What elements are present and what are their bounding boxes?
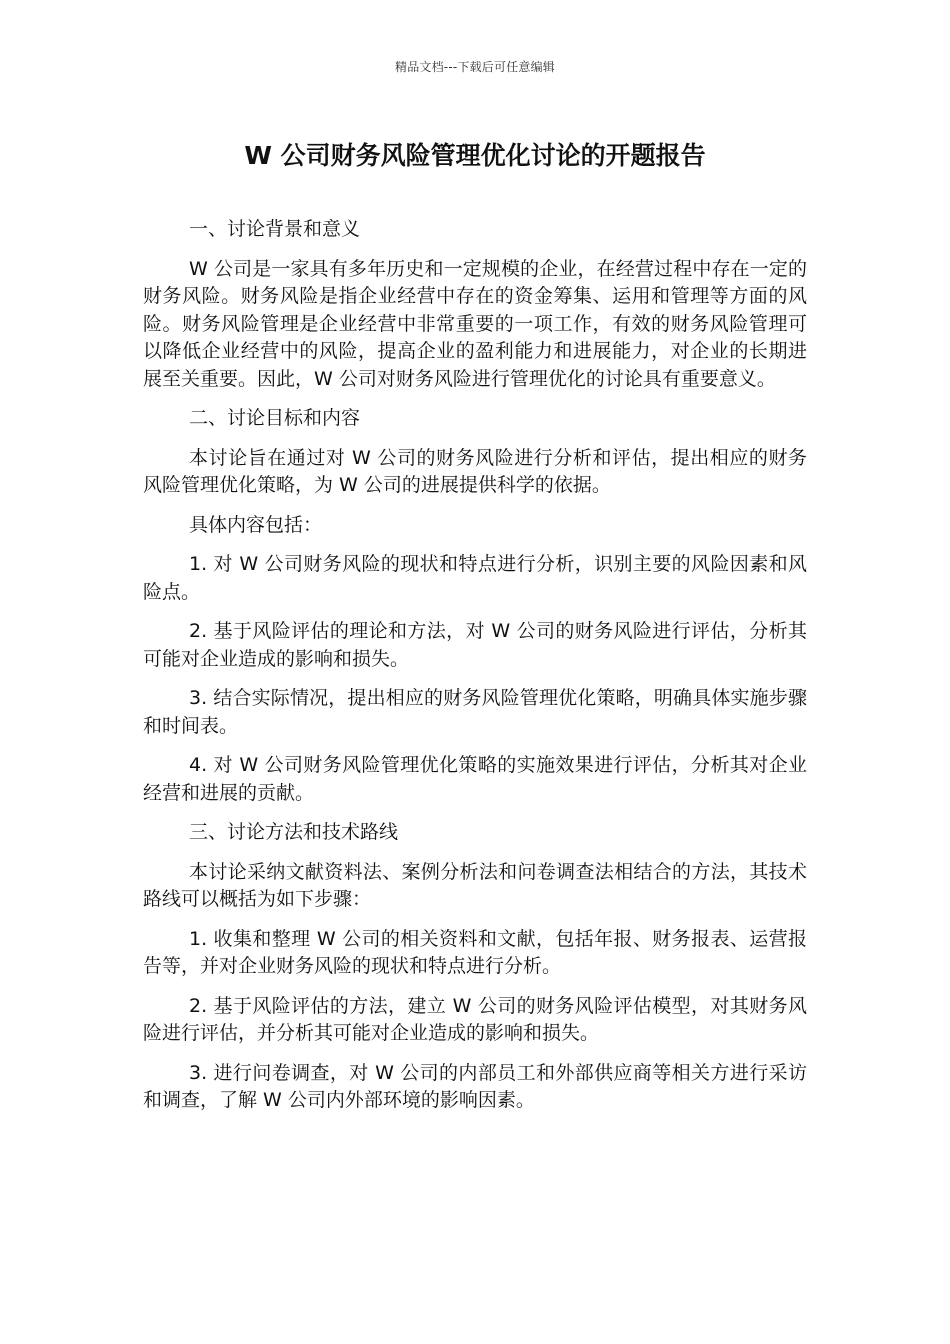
paragraph-objectives: 本讨论旨在通过对 W 公司的财务风险进行分析和评估，提出相应的财务风险管理优化策略，为 W 公司的进展提供科学的依据。 (143, 446, 807, 496)
paragraph-methods: 本讨论采纳文献资料法、案例分析法和问卷调查法相结合的方法，其技术路线可以概括为如下步骤： (143, 860, 807, 910)
paragraph-background: W 公司是一家具有多年历史和一定规模的企业，在经营过程中存在一定的财务风险。财务风险是指企业经营中存在的资金筹集、运用和管理等方面的风险。财务风险管理是企业经营中非常重要的一项工作，有效的财务风险管理可以降低企业经营中的风险，提高企业的盈利能力和进展能力，对企业的长期进展至关重要。因此，W 公司对财务风险进行管理优化的讨论具有重要意义。 (143, 257, 807, 390)
list-item-method-3: 3. 进行问卷调查，对 W 公司的内部员工和外部供应商等相关方进行采访和调查，了解 W 公司内外部环境的影响因素。 (143, 1061, 807, 1111)
subheading-content: 具体内容包括： (189, 513, 323, 536)
header-note: 精品文档---下载后可任意编辑 (395, 60, 555, 74)
section-heading-methods: 三、讨论方法和技术路线 (189, 821, 399, 843)
list-item-method-2: 2. 基于风险评估的方法，建立 W 公司的财务风险评估模型，对其财务风险进行评估，并分析其可能对企业造成的影响和损失。 (143, 994, 807, 1044)
list-item-content-3: 3. 结合实际情况，提出相应的财务风险管理优化策略，明确具体实施步骤和时间表。 (143, 687, 807, 737)
document-body (143, 216, 807, 1127)
list-item-content-2: 2. 基于风险评估的理论和方法，对 W 公司的财务风险进行评估，分析其可能对企业造成的影响和损失。 (143, 620, 807, 670)
list-item-content-1: 1. 对 W 公司财务风险的现状和特点进行分析，识别主要的风险因素和风险点。 (143, 553, 807, 603)
section-heading-objectives: 二、讨论目标和内容 (189, 407, 361, 429)
section-heading-background: 一、讨论背景和意义 (189, 218, 361, 240)
list-item-content-4: 4. 对 W 公司财务风险管理优化策略的实施效果进行评估，分析其对企业经营和进展的贡献。 (143, 754, 807, 804)
list-item-method-1: 1. 收集和整理 W 公司的相关资料和文献，包括年报、财务报表、运营报告等，并对企业财务风险的现状和特点进行分析。 (143, 927, 807, 977)
document-title: W 公司财务风险管理优化讨论的开题报告 (244, 141, 706, 170)
